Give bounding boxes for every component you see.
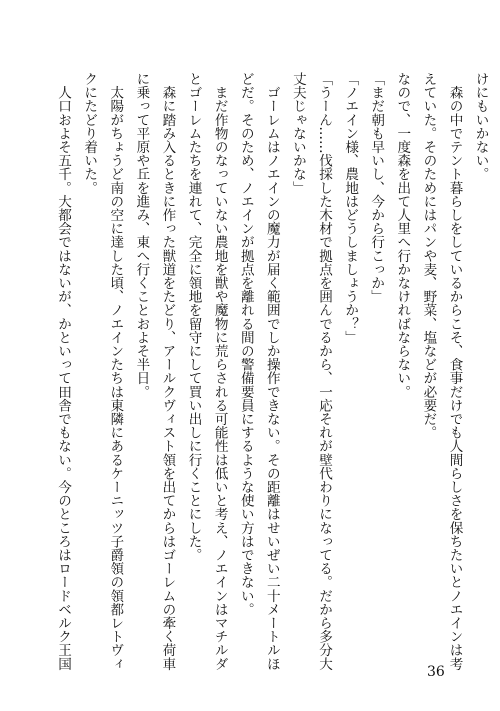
text-line: まだ作物のなっていない農地を獣や魔物に荒らされる可能性は低いと考え、ノエインはマチルダ xyxy=(211,72,228,671)
text-line: 太陽がちょうど南の空に達した頃、ノエインたちは東隣にあるケーニッツ子爵領の領都レトヴィ xyxy=(107,72,124,671)
text-line: 森に踏み入るときに作った獣道をたどり、アールクヴィスト領を出てからはゴーレムの牽く荷車 xyxy=(159,72,176,671)
text-line: 人口およそ五千。大都会ではないが、かといって田舎でもない。今のところはロードベルク王国 xyxy=(55,72,72,671)
text-line: に乗って平原や丘を進み、東へ行くことおよそ半日。 xyxy=(133,72,150,399)
text-line: どだ。そのため、ノエインが拠点を離れる間の警備要員にするような使い方はできない。 xyxy=(237,72,254,616)
text-line: 「ノエイン様、農地はどうしましょうか？」 xyxy=(342,72,359,344)
text-line: とゴーレムたちを連れて、完全に領地を留守にして買い出しに行くことにした。 xyxy=(185,72,202,562)
novel-text xyxy=(50,72,494,671)
text-line: 「うーん……伐採した木材で拠点を囲んでるから、一応それが壁代わりになってる。だから多分大 xyxy=(316,72,333,671)
text-line: 森の中でテント暮らしをしているからこそ、食事だけでも人間らしさを保ちたいとノエインは考 xyxy=(446,72,463,671)
page-number: 36 xyxy=(427,664,445,680)
text-line: ゴーレムはノエインの魔力が届く範囲でしか操作できない。その距離はせいぜい二十メートルほ xyxy=(263,72,280,671)
text-line: クにたどり着いた。 xyxy=(81,72,98,195)
text-line: けにもいかない。 xyxy=(472,72,489,181)
text-line: 「まだ朝も早いし、今から行こっか」 xyxy=(368,72,385,304)
text-line: えていた。そのためにはパンや麦、野菜、塩などが必要だ。 xyxy=(420,72,437,440)
vertical-text-block xyxy=(50,72,489,671)
text-line: 丈夫じゃないかな」 xyxy=(289,72,306,195)
text-line: なので、一度森を出て人里へ行かなければならない。 xyxy=(394,72,411,399)
